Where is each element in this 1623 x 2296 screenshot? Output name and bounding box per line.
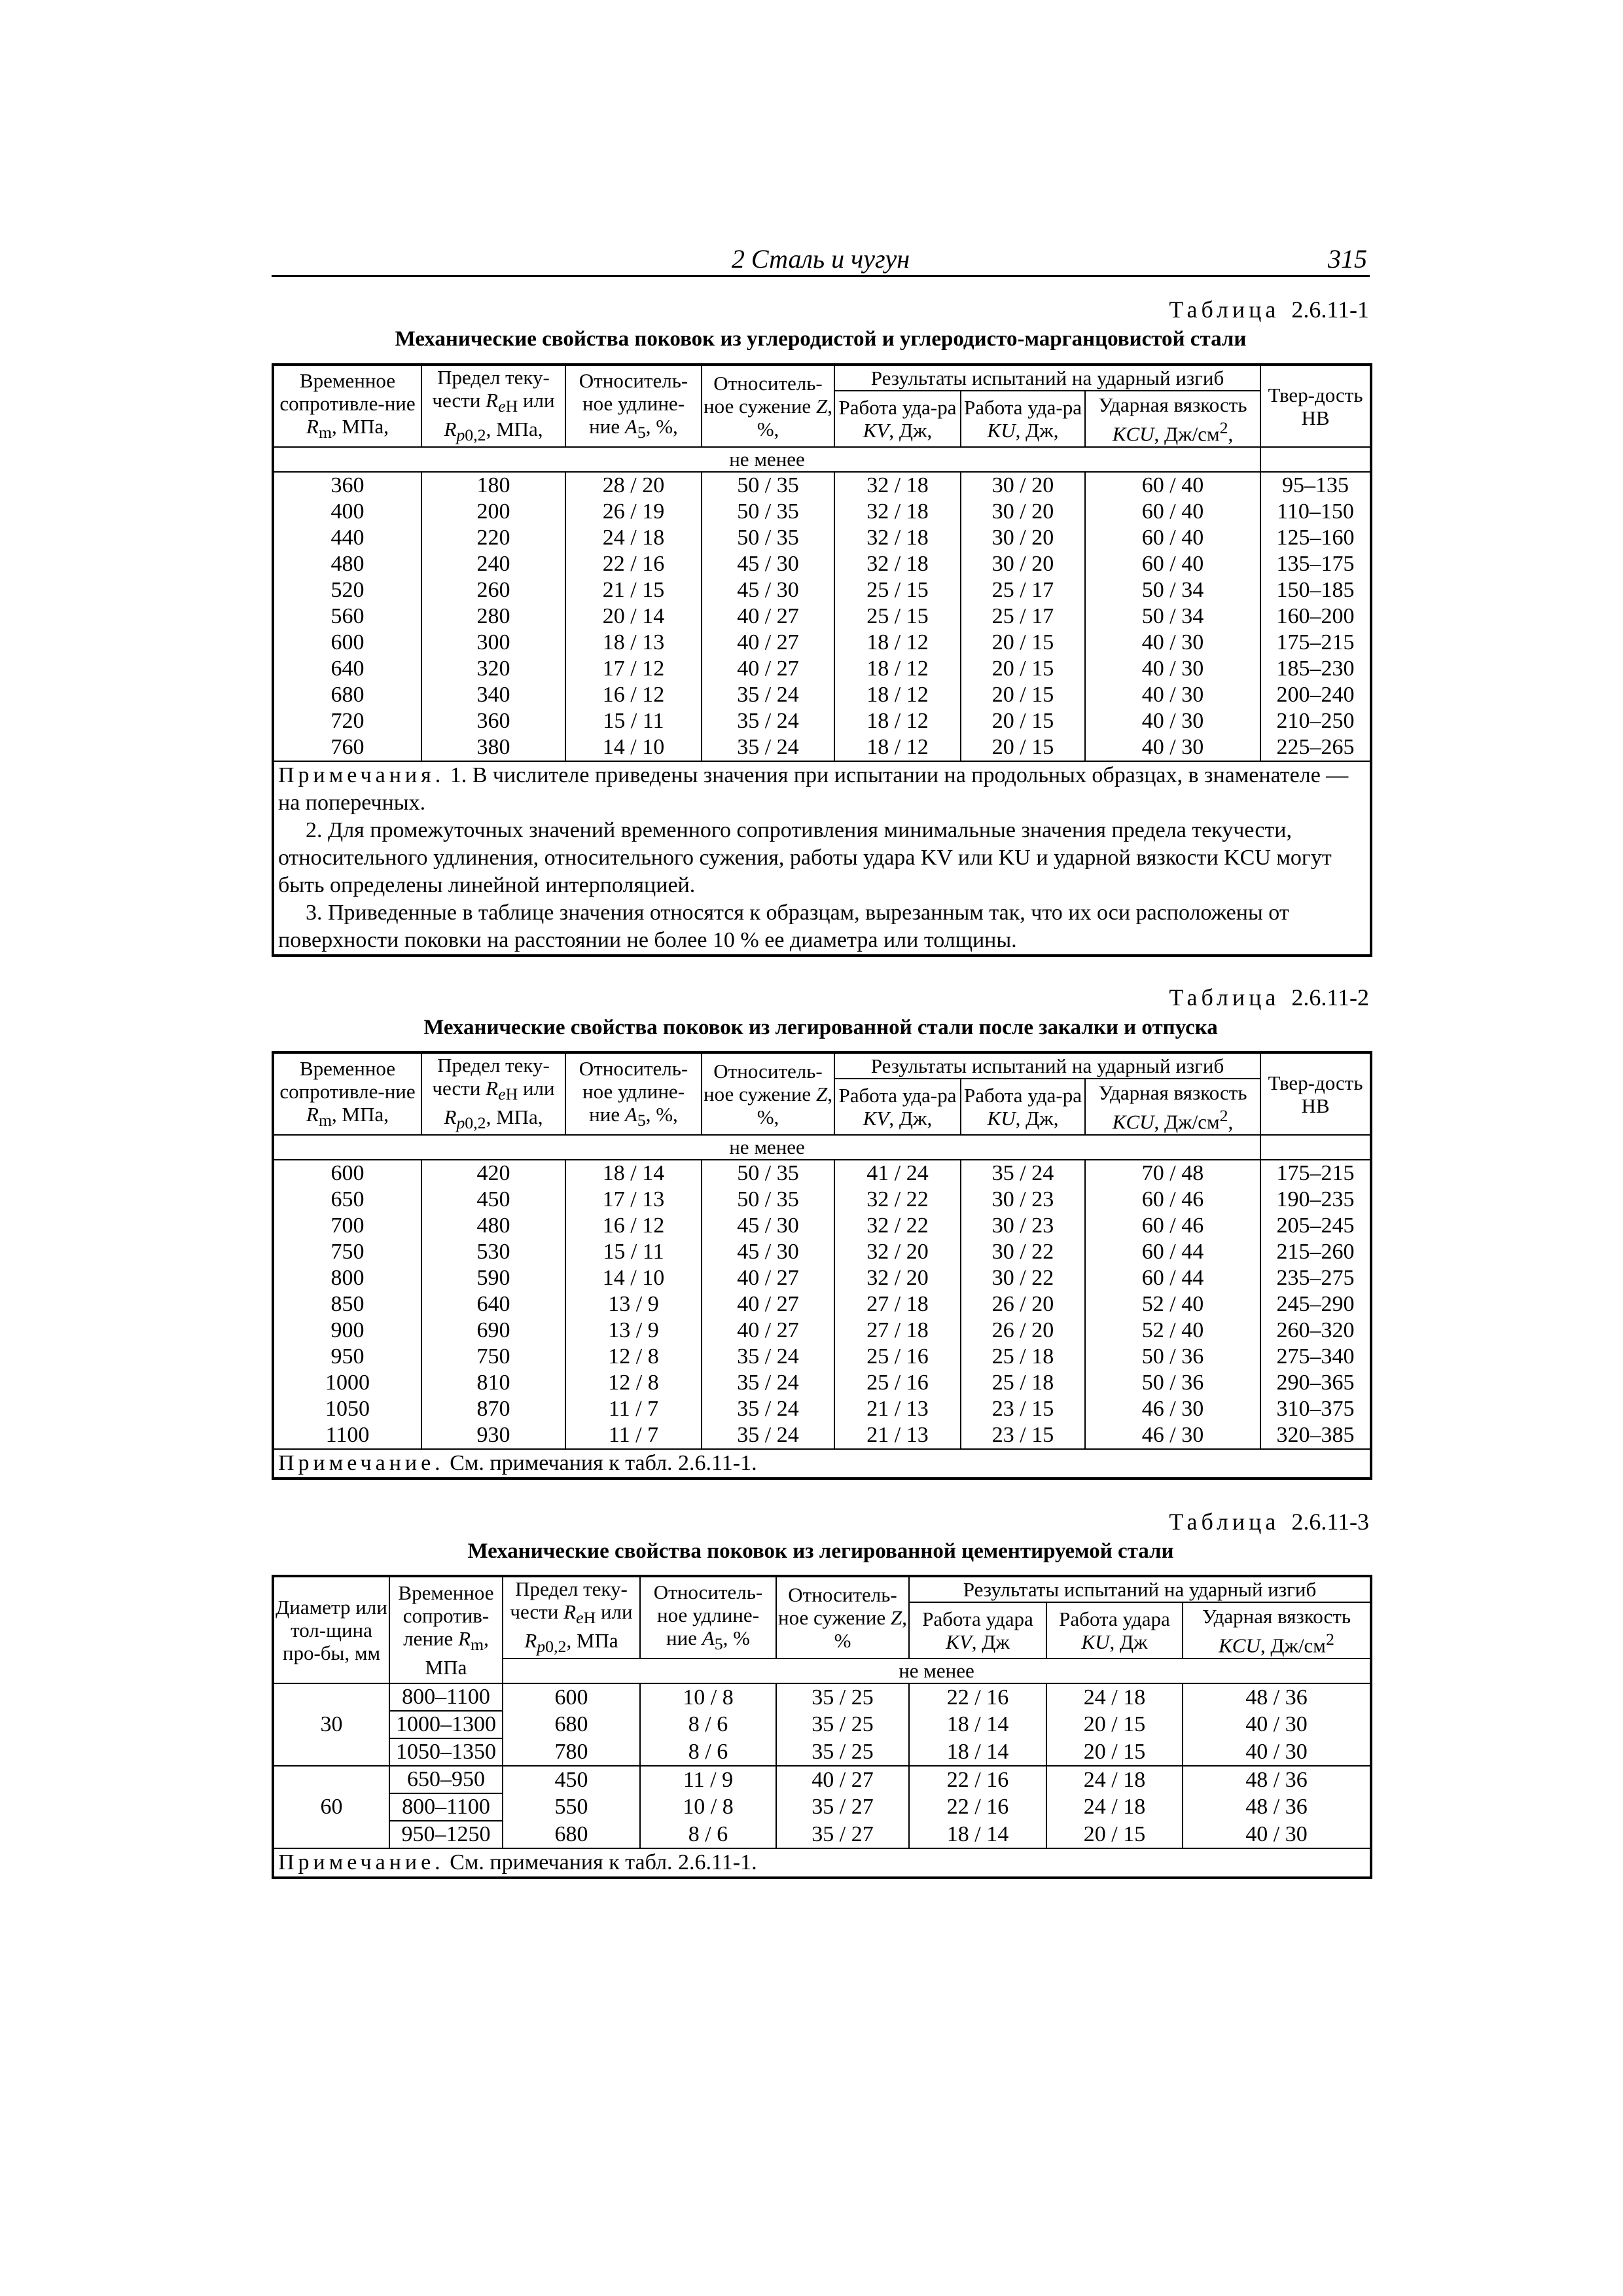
table-row bbox=[273, 1738, 1371, 1766]
table-cell: 40 / 30 bbox=[1085, 708, 1260, 734]
table-cell: 800–1100 bbox=[389, 1793, 503, 1821]
table-cell: 1050–1350 bbox=[389, 1738, 503, 1766]
table1-title: Механические свойства поковок из углеродистой и углеродисто-марганцовистой стали bbox=[395, 327, 1247, 351]
table-cell: 30 / 23 bbox=[961, 1213, 1085, 1239]
t3-h-ku: Работа удара KU, Дж bbox=[1046, 1602, 1183, 1659]
table-cell: 18 / 13 bbox=[565, 630, 702, 656]
table-cell: 32 / 22 bbox=[834, 1187, 961, 1213]
table-cell: 20 / 15 bbox=[961, 708, 1085, 734]
table-cell: 15 / 11 bbox=[565, 1239, 702, 1265]
table-cell: 680 bbox=[273, 682, 421, 708]
t2-h-rm: Временное сопротивле-ние $R_m$, МПа, bbox=[273, 1052, 421, 1135]
table-cell: 20 / 15 bbox=[961, 682, 1085, 708]
table-row bbox=[273, 1683, 1371, 1711]
table-row bbox=[273, 630, 1371, 656]
table-cell: 30 / 22 bbox=[961, 1239, 1085, 1265]
table-cell: 750 bbox=[421, 1344, 565, 1370]
table-cell: 12 / 8 bbox=[565, 1344, 702, 1370]
table-cell: 22 / 16 bbox=[909, 1793, 1046, 1821]
table-row bbox=[273, 551, 1371, 577]
table-cell: 26 / 19 bbox=[565, 499, 702, 525]
table-cell: 520 bbox=[273, 577, 421, 603]
table-cell: 550 bbox=[503, 1793, 640, 1821]
table-cell: 1100 bbox=[273, 1422, 421, 1449]
table-cell: 175–215 bbox=[1260, 1160, 1371, 1187]
table-cell: 13 / 9 bbox=[565, 1291, 702, 1318]
table-cell: 260 bbox=[421, 577, 565, 603]
table-row bbox=[273, 1239, 1371, 1265]
table3-number: Таблица 2.6.11-3 bbox=[1169, 1509, 1369, 1535]
table-cell: 810 bbox=[421, 1370, 565, 1396]
t1-h-a5: Относитель-ное удлине-ние $A_5$, %, bbox=[565, 365, 702, 447]
table-cell: 600 bbox=[503, 1683, 640, 1711]
table-cell: 60 / 40 bbox=[1085, 525, 1260, 551]
table-cell: 35 / 27 bbox=[776, 1821, 909, 1848]
table-cell: 60 / 40 bbox=[1085, 472, 1260, 499]
table-cell: 560 bbox=[273, 603, 421, 630]
table-cell: 210–250 bbox=[1260, 708, 1371, 734]
t1-h-reh: Предел теку-чести $R_{eH}$ или $R_{p0,2}$, МПа, bbox=[421, 365, 565, 447]
t2-h-hb: Твер-дость НВ bbox=[1260, 1052, 1371, 1135]
table-cell: 30 / 20 bbox=[961, 499, 1085, 525]
table-cell: 24 / 18 bbox=[565, 525, 702, 551]
table-row bbox=[273, 1766, 1371, 1793]
table-cell: 32 / 18 bbox=[834, 551, 961, 577]
table-cell: 24 / 18 bbox=[1046, 1683, 1183, 1711]
table-row bbox=[273, 1344, 1371, 1370]
table-cell: 235–275 bbox=[1260, 1265, 1371, 1291]
table-cell: 45 / 30 bbox=[702, 577, 834, 603]
t3-h-a5: Относитель-ное удлине-ние $A_5$, % bbox=[640, 1576, 776, 1659]
t1-h-hb: Твер-дость НВ bbox=[1260, 365, 1371, 447]
table-cell: 30 / 20 bbox=[961, 525, 1085, 551]
table-cell: 35 / 27 bbox=[776, 1793, 909, 1821]
table-cell: 440 bbox=[273, 525, 421, 551]
table-cell: 60 / 40 bbox=[1085, 551, 1260, 577]
table-cell: 175–215 bbox=[1260, 630, 1371, 656]
table-cell: 40 / 30 bbox=[1085, 630, 1260, 656]
table-cell: 900 bbox=[273, 1318, 421, 1344]
table-cell: 35 / 24 bbox=[702, 682, 834, 708]
table-cell: 160–200 bbox=[1260, 603, 1371, 630]
table-cell: 60 / 46 bbox=[1085, 1187, 1260, 1213]
table-cell: 40 / 27 bbox=[702, 1291, 834, 1318]
table-cell: 600 bbox=[273, 1160, 421, 1187]
t3-h-diam: Диаметр или тол-щина про-бы, мм bbox=[273, 1576, 389, 1683]
table-cell: 690 bbox=[421, 1318, 565, 1344]
table-cell: 200–240 bbox=[1260, 682, 1371, 708]
table-cell: 25 / 15 bbox=[834, 577, 961, 603]
table-cell: 16 / 12 bbox=[565, 1213, 702, 1239]
table-cell: 18 / 12 bbox=[834, 630, 961, 656]
table-row bbox=[273, 1793, 1371, 1821]
table-row bbox=[273, 734, 1371, 761]
table-cell: 930 bbox=[421, 1422, 565, 1449]
table-cell: 11 / 7 bbox=[565, 1422, 702, 1449]
table-cell: 18 / 12 bbox=[834, 682, 961, 708]
table-cell: 35 / 25 bbox=[776, 1683, 909, 1711]
table-cell: 45 / 30 bbox=[702, 551, 834, 577]
table-cell: 32 / 20 bbox=[834, 1265, 961, 1291]
table-cell: 60 / 44 bbox=[1085, 1265, 1260, 1291]
t1-h-rm: Временное сопротивле-ние $R_m$, МПа, bbox=[273, 365, 421, 447]
table-cell: 8 / 6 bbox=[640, 1821, 776, 1848]
diameter-cell: 60 bbox=[273, 1766, 389, 1848]
table-cell: 27 / 18 bbox=[834, 1318, 961, 1344]
table-cell: 17 / 13 bbox=[565, 1187, 702, 1213]
table-cell: 40 / 30 bbox=[1183, 1738, 1371, 1766]
running-header bbox=[272, 243, 1370, 277]
table-cell: 30 / 20 bbox=[961, 551, 1085, 577]
table-cell: 21 / 13 bbox=[834, 1396, 961, 1422]
table-cell: 50 / 35 bbox=[702, 1187, 834, 1213]
table-cell: 320–385 bbox=[1260, 1422, 1371, 1449]
table-cell: 10 / 8 bbox=[640, 1683, 776, 1711]
table-cell: 46 / 30 bbox=[1085, 1422, 1260, 1449]
table-cell: 32 / 20 bbox=[834, 1239, 961, 1265]
table-cell: 41 / 24 bbox=[834, 1160, 961, 1187]
table-cell: 125–160 bbox=[1260, 525, 1371, 551]
table-cell: 70 / 48 bbox=[1085, 1160, 1260, 1187]
table-cell: 950–1250 bbox=[389, 1821, 503, 1848]
table-cell: 50 / 34 bbox=[1085, 603, 1260, 630]
table-cell: 680 bbox=[503, 1821, 640, 1848]
table-cell: 25 / 18 bbox=[961, 1344, 1085, 1370]
table-cell: 35 / 24 bbox=[702, 1370, 834, 1396]
table-cell: 18 / 14 bbox=[909, 1711, 1046, 1738]
table-cell: 800–1100 bbox=[389, 1683, 503, 1711]
t1-notes: Примечания. 1. В числителе приведены значения при испытании на продольных образцах, в знаменателе — на поперечных. 2. Для промежуточных значений временного сопротивления минимальные значения предела текучести, относительного удлинения, относительного сужения, работы удара KV или KU и ударной вязкости KCU могут быть определены линейной интерполяцией. 3. Приведенные в таблице значения относятся к образцам, вырезанным так, что их оси расположены от поверхности поковки на расстоянии не более 10 % ее диаметра или толщины. bbox=[273, 761, 1371, 956]
table-cell: 30 / 22 bbox=[961, 1265, 1085, 1291]
table-cell: 590 bbox=[421, 1265, 565, 1291]
table-cell: 190–235 bbox=[1260, 1187, 1371, 1213]
table-cell: 310–375 bbox=[1260, 1396, 1371, 1422]
table3 bbox=[272, 1575, 1372, 1879]
table-cell: 40 / 27 bbox=[702, 630, 834, 656]
table-cell: 23 / 15 bbox=[961, 1396, 1085, 1422]
diameter-cell: 30 bbox=[273, 1683, 389, 1766]
table-cell: 40 / 30 bbox=[1085, 682, 1260, 708]
table-cell: 40 / 30 bbox=[1183, 1821, 1371, 1848]
table-cell: 35 / 25 bbox=[776, 1711, 909, 1738]
table-cell: 870 bbox=[421, 1396, 565, 1422]
table-cell: 32 / 18 bbox=[834, 499, 961, 525]
t3-h-reh: Предел теку-чести $R_{eH}$ или $R_{p0,2}$, МПа bbox=[503, 1576, 640, 1659]
table-cell: 35 / 24 bbox=[961, 1160, 1085, 1187]
table-cell: 17 / 12 bbox=[565, 656, 702, 682]
t1-h-kv: Работа уда-ра KV, Дж, bbox=[834, 391, 961, 447]
table-cell: 650 bbox=[273, 1187, 421, 1213]
table2-number: Таблица 2.6.11-2 bbox=[1169, 984, 1369, 1011]
table-cell: 50 / 35 bbox=[702, 472, 834, 499]
table-cell: 850 bbox=[273, 1291, 421, 1318]
table-cell: 800 bbox=[273, 1265, 421, 1291]
table2 bbox=[272, 1051, 1372, 1480]
t1-h-ku: Работа уда-ра KU, Дж, bbox=[961, 391, 1085, 447]
table-cell: 25 / 18 bbox=[961, 1370, 1085, 1396]
table-cell: 20 / 15 bbox=[1046, 1711, 1183, 1738]
t1-h-kcu: Ударная вязкость KCU, $Дж/см^2$, bbox=[1085, 391, 1260, 447]
table-cell: 215–260 bbox=[1260, 1239, 1371, 1265]
table-cell: 48 / 36 bbox=[1183, 1766, 1371, 1793]
table-cell: 25 / 16 bbox=[834, 1370, 961, 1396]
table-cell: 40 / 30 bbox=[1183, 1711, 1371, 1738]
section-title: 2 Сталь и чугун bbox=[731, 244, 910, 274]
table-row bbox=[273, 1370, 1371, 1396]
table-cell: 35 / 24 bbox=[702, 734, 834, 761]
table-row bbox=[273, 682, 1371, 708]
t2-note: Примечание. См. примечания к табл. 2.6.11-1. bbox=[273, 1449, 1371, 1479]
table-cell: 1000 bbox=[273, 1370, 421, 1396]
table-cell: 40 / 30 bbox=[1085, 656, 1260, 682]
table-cell: 11 / 7 bbox=[565, 1396, 702, 1422]
table-cell: 45 / 30 bbox=[702, 1239, 834, 1265]
table-cell: 40 / 27 bbox=[702, 1265, 834, 1291]
table-cell: 21 / 15 bbox=[565, 577, 702, 603]
table-cell: 50 / 36 bbox=[1085, 1344, 1260, 1370]
table-cell: 320 bbox=[421, 656, 565, 682]
table-cell: 20 / 15 bbox=[961, 734, 1085, 761]
table-cell: 48 / 36 bbox=[1183, 1793, 1371, 1821]
t2-h-reh: Предел теку-чести $R_{eH}$ или $R_{p0,2}$, МПа, bbox=[421, 1052, 565, 1135]
table-cell: 20 / 15 bbox=[961, 630, 1085, 656]
table-cell: 245–290 bbox=[1260, 1291, 1371, 1318]
table-cell: 225–265 bbox=[1260, 734, 1371, 761]
table-cell: 32 / 18 bbox=[834, 472, 961, 499]
t3-h-rm: Временное сопротив-ление $R_m$, МПа bbox=[389, 1576, 503, 1683]
table-cell: 760 bbox=[273, 734, 421, 761]
table-row bbox=[273, 1711, 1371, 1738]
table-cell: 40 / 27 bbox=[702, 603, 834, 630]
table-cell: 40 / 30 bbox=[1085, 734, 1260, 761]
table-cell: 32 / 18 bbox=[834, 525, 961, 551]
table-cell: 25 / 17 bbox=[961, 603, 1085, 630]
table-cell: 205–245 bbox=[1260, 1213, 1371, 1239]
t3-h-kv: Работа удара KV, Дж bbox=[909, 1602, 1046, 1659]
table-cell: 380 bbox=[421, 734, 565, 761]
table-row bbox=[273, 1396, 1371, 1422]
table-row bbox=[273, 472, 1371, 499]
table-cell: 25 / 16 bbox=[834, 1344, 961, 1370]
table-cell: 52 / 40 bbox=[1085, 1291, 1260, 1318]
table-cell: 30 / 23 bbox=[961, 1187, 1085, 1213]
table-cell: 26 / 20 bbox=[961, 1291, 1085, 1318]
table-cell: 50 / 36 bbox=[1085, 1370, 1260, 1396]
table-cell: 420 bbox=[421, 1160, 565, 1187]
table-cell: 50 / 34 bbox=[1085, 577, 1260, 603]
table-cell: 8 / 6 bbox=[640, 1738, 776, 1766]
table-cell: 450 bbox=[503, 1766, 640, 1793]
table-cell: 360 bbox=[421, 708, 565, 734]
table-cell: 22 / 16 bbox=[909, 1683, 1046, 1711]
table-cell: 50 / 35 bbox=[702, 525, 834, 551]
table-cell: 40 / 27 bbox=[702, 1318, 834, 1344]
table-cell: 240 bbox=[421, 551, 565, 577]
table-cell: 275–340 bbox=[1260, 1344, 1371, 1370]
table-row bbox=[273, 525, 1371, 551]
table-cell: 25 / 15 bbox=[834, 603, 961, 630]
table-cell: 950 bbox=[273, 1344, 421, 1370]
table-cell: 18 / 14 bbox=[565, 1160, 702, 1187]
table-cell: 220 bbox=[421, 525, 565, 551]
table-cell: 18 / 14 bbox=[909, 1821, 1046, 1848]
table-cell: 60 / 40 bbox=[1085, 499, 1260, 525]
table-row bbox=[273, 1422, 1371, 1449]
table-cell: 20 / 15 bbox=[1046, 1738, 1183, 1766]
t2-h-z: Относитель-ное сужение Z, %, bbox=[702, 1052, 834, 1135]
table-cell: 680 bbox=[503, 1711, 640, 1738]
table-cell: 40 / 27 bbox=[702, 656, 834, 682]
table-cell: 400 bbox=[273, 499, 421, 525]
table-cell: 720 bbox=[273, 708, 421, 734]
t1-h-z: Относитель-ное сужение Z, %, bbox=[702, 365, 834, 447]
table-cell: 24 / 18 bbox=[1046, 1793, 1183, 1821]
table2-title: Механические свойства поковок из легированной стали после закалки и отпуска bbox=[423, 1016, 1218, 1039]
t1-min-label: не менее bbox=[273, 447, 1260, 472]
table-cell: 22 / 16 bbox=[909, 1766, 1046, 1793]
table-cell: 28 / 20 bbox=[565, 472, 702, 499]
t3-note: Примечание. См. примечания к табл. 2.6.11-1. bbox=[273, 1848, 1371, 1878]
table-cell: 13 / 9 bbox=[565, 1318, 702, 1344]
table-cell: 340 bbox=[421, 682, 565, 708]
table-cell: 18 / 14 bbox=[909, 1738, 1046, 1766]
t3-h-impact: Результаты испытаний на ударный изгиб bbox=[909, 1576, 1371, 1602]
table-cell: 260–320 bbox=[1260, 1318, 1371, 1344]
table-cell: 600 bbox=[273, 630, 421, 656]
table-cell: 640 bbox=[421, 1291, 565, 1318]
table-cell: 25 / 17 bbox=[961, 577, 1085, 603]
table-row bbox=[273, 1821, 1371, 1848]
table-cell: 110–150 bbox=[1260, 499, 1371, 525]
table-cell: 20 / 14 bbox=[565, 603, 702, 630]
table-cell: 21 / 13 bbox=[834, 1422, 961, 1449]
table-cell: 16 / 12 bbox=[565, 682, 702, 708]
table-cell: 20 / 15 bbox=[961, 656, 1085, 682]
table-row bbox=[273, 1265, 1371, 1291]
table-row bbox=[273, 1291, 1371, 1318]
table-cell: 290–365 bbox=[1260, 1370, 1371, 1396]
table-row bbox=[273, 1318, 1371, 1344]
table-cell: 40 / 27 bbox=[776, 1766, 909, 1793]
table-row bbox=[273, 1213, 1371, 1239]
t3-h-z: Относитель-ное сужение Z, % bbox=[776, 1576, 909, 1659]
table-cell: 12 / 8 bbox=[565, 1370, 702, 1396]
table-cell: 26 / 20 bbox=[961, 1318, 1085, 1344]
table-row bbox=[273, 1160, 1371, 1187]
table-cell: 23 / 15 bbox=[961, 1422, 1085, 1449]
table-cell: 35 / 25 bbox=[776, 1738, 909, 1766]
table-row bbox=[273, 656, 1371, 682]
table-cell: 30 / 20 bbox=[961, 472, 1085, 499]
table-cell: 46 / 30 bbox=[1085, 1396, 1260, 1422]
table-cell: 1000–1300 bbox=[389, 1711, 503, 1738]
table-cell: 300 bbox=[421, 630, 565, 656]
table3-title: Механические свойства поковок из легированной цементируемой стали bbox=[467, 1539, 1174, 1563]
table-cell: 640 bbox=[273, 656, 421, 682]
table-cell: 180 bbox=[421, 472, 565, 499]
table-cell: 480 bbox=[273, 551, 421, 577]
table-cell: 50 / 35 bbox=[702, 499, 834, 525]
table-cell: 650–950 bbox=[389, 1766, 503, 1793]
table-cell: 27 / 18 bbox=[834, 1291, 961, 1318]
table-cell: 750 bbox=[273, 1239, 421, 1265]
table-cell: 135–175 bbox=[1260, 551, 1371, 577]
table-row bbox=[273, 499, 1371, 525]
t2-h-impact: Результаты испытаний на ударный изгиб bbox=[834, 1052, 1260, 1079]
table-cell: 35 / 24 bbox=[702, 708, 834, 734]
table-cell: 18 / 12 bbox=[834, 708, 961, 734]
table-row bbox=[273, 708, 1371, 734]
table-cell: 48 / 36 bbox=[1183, 1683, 1371, 1711]
t3-h-kcu: Ударная вязкость KCU, $Дж/см^2$ bbox=[1183, 1602, 1371, 1659]
table-cell: 24 / 18 bbox=[1046, 1766, 1183, 1793]
table-cell: 15 / 11 bbox=[565, 708, 702, 734]
table-cell: 18 / 12 bbox=[834, 656, 961, 682]
table-row bbox=[273, 1187, 1371, 1213]
table-cell: 14 / 10 bbox=[565, 1265, 702, 1291]
table-cell: 450 bbox=[421, 1187, 565, 1213]
page-number: 315 bbox=[1328, 244, 1367, 274]
table-cell: 20 / 15 bbox=[1046, 1821, 1183, 1848]
table-cell: 185–230 bbox=[1260, 656, 1371, 682]
table-cell: 1050 bbox=[273, 1396, 421, 1422]
table-cell: 52 / 40 bbox=[1085, 1318, 1260, 1344]
t1-h-impact: Результаты испытаний на ударный изгиб bbox=[834, 365, 1260, 391]
table-cell: 14 / 10 bbox=[565, 734, 702, 761]
t2-h-kv: Работа уда-ра KV, Дж, bbox=[834, 1079, 961, 1135]
table-cell: 32 / 22 bbox=[834, 1213, 961, 1239]
t2-h-kcu: Ударная вязкость KCU, $Дж/см^2$, bbox=[1085, 1079, 1260, 1135]
table-cell: 360 bbox=[273, 472, 421, 499]
table-cell: 45 / 30 bbox=[702, 1213, 834, 1239]
table-cell: 200 bbox=[421, 499, 565, 525]
table-row bbox=[273, 577, 1371, 603]
table-cell: 60 / 44 bbox=[1085, 1239, 1260, 1265]
t2-h-ku: Работа уда-ра KU, Дж, bbox=[961, 1079, 1085, 1135]
table-cell: 50 / 35 bbox=[702, 1160, 834, 1187]
table-cell: 700 bbox=[273, 1213, 421, 1239]
table-cell: 35 / 24 bbox=[702, 1344, 834, 1370]
table-cell: 480 bbox=[421, 1213, 565, 1239]
table-cell: 280 bbox=[421, 603, 565, 630]
t2-h-a5: Относитель-ное удлине-ние $A_5$, %, bbox=[565, 1052, 702, 1135]
table-cell: 95–135 bbox=[1260, 472, 1371, 499]
table-cell: 60 / 46 bbox=[1085, 1213, 1260, 1239]
table-cell: 8 / 6 bbox=[640, 1711, 776, 1738]
table1 bbox=[272, 363, 1372, 957]
table-cell: 22 / 16 bbox=[565, 551, 702, 577]
table-cell: 35 / 24 bbox=[702, 1422, 834, 1449]
table-cell: 35 / 24 bbox=[702, 1396, 834, 1422]
t2-min-label: не менее bbox=[273, 1135, 1260, 1160]
table-cell: 10 / 8 bbox=[640, 1793, 776, 1821]
table-cell: 18 / 12 bbox=[834, 734, 961, 761]
table-row bbox=[273, 603, 1371, 630]
table1-number: Таблица 2.6.11-1 bbox=[1169, 296, 1369, 323]
table-cell: 150–185 bbox=[1260, 577, 1371, 603]
table-cell: 11 / 9 bbox=[640, 1766, 776, 1793]
table-cell: 530 bbox=[421, 1239, 565, 1265]
t3-min-label: не менее bbox=[503, 1659, 1371, 1683]
table-cell: 780 bbox=[503, 1738, 640, 1766]
